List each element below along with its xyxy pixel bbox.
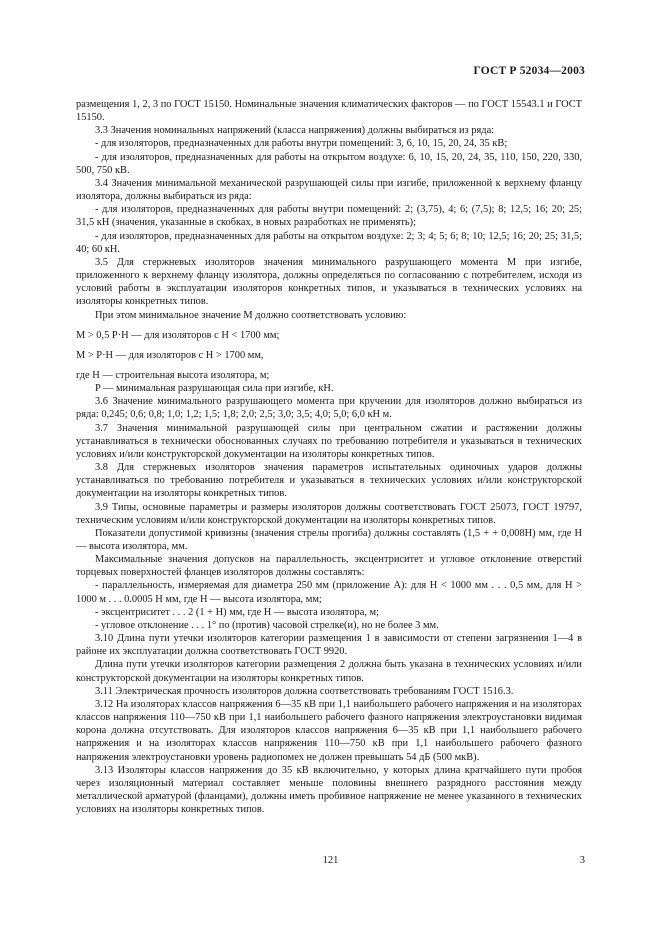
formula-legend-p: P — минимальная разрушающая сила при изгибе, кН.: [95, 383, 334, 395]
paragraph-3-10: 3.10 Длина пути утечки изоляторов категории размещения 1 в зависимости от степени загрязнения 1—4 в районе их эксплуатации должна соответствовать ГОСТ 9920.: [76, 633, 582, 658]
paragraph-3-12: 3.12 На изоляторах классов напряжения 6—35 кВ при 1,1 наибольшего рабочего напряжения и на изоляторах классов напряжения 110—750 кВ при 1,1 наибольшего рабочего фазного напряжения электроустановки видимая корона должна отсутствовать. Для изоляторов классов напряжения 6—35 кВ при 1,1 наибольшего рабочего напряжения и на изоляторах классов напряжения 110—750 кВ при 1,1 наибольшего рабочего фазного напряжения электроустановки уровень радиопомех не должен превышать 54 дБ (500 мкВ).: [76, 698, 582, 763]
list-item-angular-deviation: - угловое отклонение . . . 1° по (против) часовой стрелке(и), но не более 3 мм.: [95, 619, 439, 631]
paragraph-curvature: Показатели допустимой кривизны (значения стрелы прогиба) должны составлять (1,5 + + 0,008H) мм, где H — высота изолятора, мм.: [76, 527, 582, 552]
paragraph-3-11: 3.11 Электрическая прочность изоляторов должна соответствовать требованиям ГОСТ 1516.3.: [95, 685, 514, 697]
paragraph-tolerances: Максимальные значения допусков на параллельность, эксцентриситет и угловое отклонение отверстий торцевых поверхностей фланцев изоляторов должны составлять:: [76, 554, 582, 579]
paragraph-creepage-category-2: Длина пути утечки изоляторов категории размещения 2 должна быть указана в технических условиях и/или конструкторской документации на изоляторы конкретных типов.: [76, 659, 582, 684]
paragraph-3-4: 3.4 Значения минимальной механической разрушающей силы при изгибе, приложенной к верхнему фланцу изолятора, должны выбираться из ряда:: [76, 177, 582, 203]
page-number: 121: [322, 855, 339, 866]
formula-2: M > P·H — для изоляторов с H > 1700 мм,: [76, 349, 264, 361]
paragraph-3-8: 3.8 Для стержневых изоляторов значения параметров испытательных одиночных ударов должны устанавливаться по требованию потребителя и указываться в технических условиях и/или конструкторской документации на изоляторы конкретных типов.: [76, 462, 582, 500]
list-item-parallelism: - параллельность, измеряемая для диаметра 250 мм (приложение А): для H < 1000 мм . . . 0,5 мм, для H > 1000 м . . . 0.0005 H мм, где H — высота изолятора, мм;: [76, 580, 582, 605]
paragraph-3-5: 3.5 Для стержневых изоляторов значения минимального разрушающего момента M при изгибе, приложенного к верхнему фланцу изолятора, должны определяться по согласованию с потребителем, исходя из условий работы в эксплуатации изоляторов конкретных типов, и указываться в технических условиях на изоляторы конкретных типов.: [76, 256, 582, 308]
document-header-title: ГОСТ Р 52034—2003: [473, 65, 585, 77]
paragraph-3-3: 3.3 Значения номинальных напряжений (класса напряжения) должны выбираться из ряда:: [95, 125, 495, 137]
list-item-indoor-force: - для изоляторов, предназначенных для работы внутри помещений: 2; (3,75), 4; 6; (7,5); 8; 12,5; 16; 20; 25; 31,5 кН (значения, указанные в скобках, в новых разработках не применять);: [76, 204, 582, 229]
paragraph-condition-intro: При этом минимальное значение M должно соответствовать условию:: [95, 309, 407, 321]
paragraph-3-13: 3.13 Изоляторы классов напряжения до 35 кВ включительно, у которых длина кратчайшего пути пробоя через изоляционный материал составляет меньше половины внешнего разрядного расстояния между металлической арматурой (фланцами), должны иметь пробивное напряжение не менее указанного в технических условиях на изоляторы конкретных типов.: [76, 764, 582, 816]
list-item-outdoor-voltages: - для изоляторов, предназначенных для работы на открытом воздухе: 6, 10, 15, 20, 24, 35, 110, 150, 220, 330, 500, 750 кВ.: [76, 151, 582, 176]
formula-legend-h: где H — строительная высота изолятора, м;: [76, 369, 270, 381]
sheet-number: 3: [579, 855, 585, 866]
paragraph-3-7: 3.7 Значения минимальной разрушающей силы при центральном сжатии и растяжении должны устанавливаться в технически обоснованных случаях по требованию потребителя и указываться в технических условиях и/или конструкторской документации на изоляторы конкретных типов.: [76, 422, 582, 460]
paragraph-3-9: 3.9 Типы, основные параметры и размеры изоляторов должны соответствовать ГОСТ 25073, ГОСТ 19797, техническим условиям и/или конструкторской документации на изоляторы конкретных типов.: [76, 501, 582, 526]
list-item-outdoor-force: - для изоляторов, предназначенных для работы на открытом воздухе: 2; 3; 4; 5; 6; 8; 10; 12,5; 16; 20; 25; 31,5; 40; 60 кН.: [76, 230, 582, 255]
paragraph-continuation: размещения 1, 2, 3 по ГОСТ 15150. Номинальные значения климатических факторов — по ГОСТ 15543.1 и ГОСТ 15150.: [76, 99, 582, 124]
formula-1: M > 0,5 P·H — для изоляторов с H < 1700 мм;: [76, 329, 280, 341]
list-item-eccentricity: - эксцентриситет . . . 2 (1 + H) мм, где H — высота изолятора, м;: [95, 606, 379, 618]
paragraph-3-6: 3.6 Значение минимального разрушающего момента при кручении для изоляторов должно выбираться из ряда: 0,245; 0,6; 0,8; 1,0; 1,2; 1,5; 1,8; 2,0; 2,5; 3,0; 3,5; 4,0; 5,0; 6,0 кН м.: [76, 396, 582, 421]
document-body: [76, 98, 582, 816]
list-item-indoor-voltages: - для изоляторов, предназначенных для работы внутри помещений: 3, 6, 10, 15, 20, 24, 35 кВ;: [95, 138, 508, 150]
